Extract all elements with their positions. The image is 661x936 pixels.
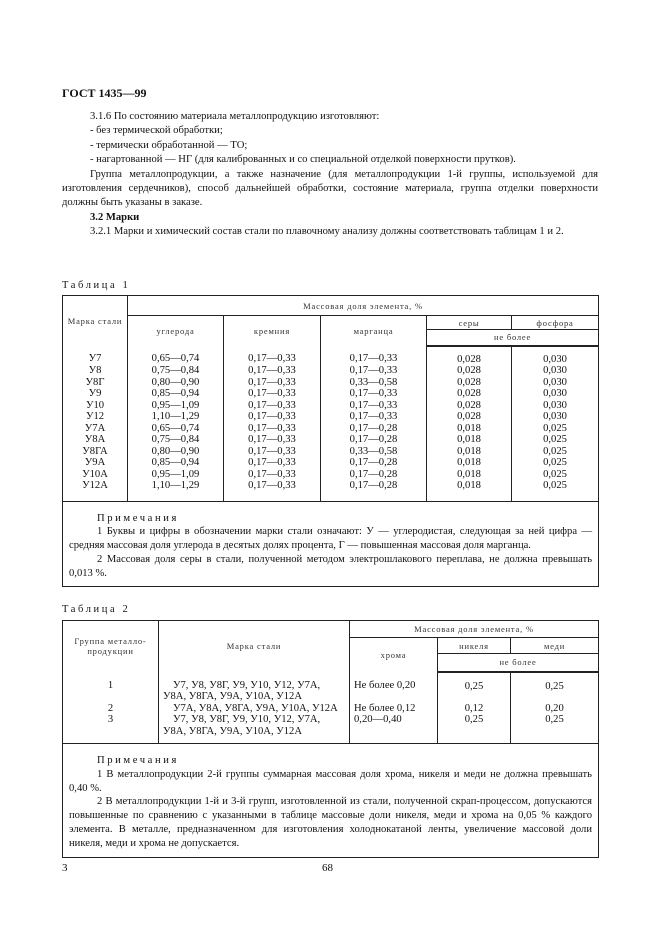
table-cell: 0,65—0,74 (128, 423, 224, 435)
table-cell: 0,17—0,33 (321, 400, 427, 412)
table-cell: 0,17—0,33 (224, 365, 321, 377)
table-cell: У9А (63, 457, 128, 469)
table-row (63, 411, 599, 423)
table-cell: 0,33—0,58 (321, 377, 427, 389)
table-row (63, 423, 599, 435)
table-cell: 3 (63, 714, 159, 744)
table-cell: 0,75—0,84 (128, 365, 224, 377)
header-grade: Марка стали (63, 296, 128, 346)
table-cell: 0,025 (512, 469, 599, 481)
table-cell: У7А, У8А, У8ГА, У9А, У10А, У12А (159, 703, 350, 715)
table2-notes (63, 744, 599, 858)
table-cell: У9 (63, 388, 128, 400)
table-cell: 0,17—0,28 (321, 480, 427, 501)
table-cell: У10 (63, 400, 128, 412)
table-cell: 0,025 (512, 457, 599, 469)
table-cell: 0,17—0,33 (224, 388, 321, 400)
table-cell: 0,17—0,33 (224, 434, 321, 446)
table-cell: 0,12 (438, 703, 511, 715)
table-cell: 0,17—0,28 (321, 457, 427, 469)
table-cell: 0,018 (427, 434, 512, 446)
table-cell: 0,25 (511, 672, 599, 703)
table-row (63, 457, 599, 469)
note: 1 В металлопродукции 2-й группы суммарная массовая доля хрома, никеля и меди не должна превышать 0,40 %. (69, 768, 592, 794)
table-row (63, 365, 599, 377)
header-mass: Массовая доля элемента, % (350, 621, 599, 638)
table-cell: 0,25 (438, 672, 511, 703)
table-1 (62, 295, 599, 587)
table-cell: У12 (63, 411, 128, 423)
table-cell: 0,030 (512, 388, 599, 400)
table-cell: 2 (63, 703, 159, 715)
header-mass: Массовая доля элемента, % (128, 296, 599, 316)
table1-notes (63, 501, 599, 587)
paragraph: - без термической обработки; (90, 125, 223, 137)
table-cell: 0,018 (427, 469, 512, 481)
table-cell: 0,018 (427, 446, 512, 458)
page-number-left: 3 (62, 862, 68, 874)
paragraph: - нагартованной — НГ (для калиброванных и со специальной отделкой поверхности прутков). (90, 154, 516, 166)
table-cell: 0,025 (512, 423, 599, 435)
table-cell: 0,85—0,94 (128, 388, 224, 400)
table-cell: 0,025 (512, 434, 599, 446)
notes-title: Примечания (97, 512, 179, 524)
table-cell: 0,025 (512, 480, 599, 501)
table-cell: У12А (63, 480, 128, 501)
body-text (62, 110, 598, 240)
table-cell: У8ГА (63, 446, 128, 458)
paragraph: 3.2.1 Марки и химический состав стали по плавочному анализу должны соответствовать таблицам 1 и 2. (90, 226, 564, 238)
header-col: марганца (321, 316, 427, 346)
table-cell: У8А (63, 434, 128, 446)
table-cell: 0,20—0,40 (350, 714, 438, 744)
table-cell: 0,80—0,90 (128, 446, 224, 458)
header-max: не более (438, 654, 599, 672)
table-row (63, 388, 599, 400)
header-col: серы (427, 316, 512, 330)
table-cell: 0,17—0,33 (321, 346, 427, 366)
table-cell: 0,17—0,33 (321, 388, 427, 400)
table-cell: Не более 0,12 (350, 703, 438, 715)
table-cell: 0,17—0,28 (321, 434, 427, 446)
table-cell: 0,028 (427, 400, 512, 412)
table-cell: 0,030 (512, 346, 599, 366)
header-col: фосфора (512, 316, 599, 330)
header-col: меди (511, 638, 599, 654)
table-cell: 0,17—0,28 (321, 423, 427, 435)
table-cell: У10А (63, 469, 128, 481)
table-cell: 0,17—0,33 (224, 377, 321, 389)
table-row (63, 469, 599, 481)
note: 2 Массовая доля серы в стали, полученной методом электрошлакового переплава, не должна превышать 0,013 %. (69, 553, 593, 579)
table-cell: 0,33—0,58 (321, 446, 427, 458)
table-cell: 0,028 (427, 365, 512, 377)
header-max: не более (427, 330, 599, 346)
table-cell: 0,030 (512, 377, 599, 389)
table-cell: 0,95—1,09 (128, 469, 224, 481)
section-heading: 3.2 Марки (90, 211, 140, 223)
table-cell: 0,25 (511, 714, 599, 744)
table-cell: 0,17—0,33 (224, 411, 321, 423)
table-cell: 0,25 (438, 714, 511, 744)
table-cell: 0,17—0,33 (224, 457, 321, 469)
table-cell: 0,025 (512, 446, 599, 458)
table-row (63, 480, 599, 501)
header-col: никеля (438, 638, 511, 654)
table-cell: 0,018 (427, 480, 512, 501)
table2-caption: Таблица 2 (62, 604, 131, 615)
table-cell: 0,17—0,33 (224, 446, 321, 458)
header-group: Группа металло-продукции (63, 621, 159, 672)
table-cell: 0,17—0,33 (321, 365, 427, 377)
header-col: кремния (224, 316, 321, 346)
header-col: углерода (128, 316, 224, 346)
table-cell: У7, У8, У8Г, У9, У10, У12, У7А, У8А, У8ГА, У9А, У10А, У12А (159, 672, 350, 703)
table-cell: У7 (63, 346, 128, 366)
header-col: хрома (350, 638, 438, 672)
table-cell: 0,018 (427, 423, 512, 435)
table-cell: 0,17—0,33 (224, 346, 321, 366)
table-row (63, 703, 599, 715)
header-grade: Марка стали (159, 621, 350, 672)
table-cell: 0,17—0,33 (224, 469, 321, 481)
table-cell: У8Г (63, 377, 128, 389)
table-cell: 0,030 (512, 365, 599, 377)
table-cell: 0,17—0,33 (224, 480, 321, 501)
table-cell: 1,10—1,29 (128, 480, 224, 501)
table-cell: 0,17—0,33 (321, 411, 427, 423)
table-cell: 0,018 (427, 457, 512, 469)
table-cell: У8 (63, 365, 128, 377)
note: 1 Буквы и цифры в обозначении марки стали означают: У — углеродистая, следующая за ней цифра — средняя массовая доля углерода в десятых долях процента, Г — повышенная массовая доля марганца. (69, 526, 593, 552)
table-cell: 1,10—1,29 (128, 411, 224, 423)
table-cell: 0,028 (427, 346, 512, 366)
table-cell: 0,028 (427, 388, 512, 400)
table-2 (62, 620, 599, 858)
page-number-center: 68 (322, 862, 333, 874)
table-cell: 0,030 (512, 400, 599, 412)
table-row (63, 346, 599, 366)
table-cell: 0,80—0,90 (128, 377, 224, 389)
table1-caption: Таблица 1 (62, 280, 131, 291)
table-cell: 0,75—0,84 (128, 434, 224, 446)
table-cell: У7А (63, 423, 128, 435)
table-cell: 0,17—0,33 (224, 423, 321, 435)
paragraph: - термически обработанной — ТО; (90, 139, 248, 151)
table-cell: 0,028 (427, 411, 512, 423)
table-cell: 0,20 (511, 703, 599, 715)
table-cell: 0,030 (512, 411, 599, 423)
document-header: ГОСТ 1435—99 (62, 86, 147, 100)
table-cell: 0,17—0,33 (224, 400, 321, 412)
table-cell: 0,65—0,74 (128, 346, 224, 366)
table-row (63, 714, 599, 744)
table-cell: 0,85—0,94 (128, 457, 224, 469)
table-cell: 0,95—1,09 (128, 400, 224, 412)
table-row (63, 672, 599, 703)
table-row (63, 446, 599, 458)
table-cell: У7, У8, У8Г, У9, У10, У12, У7А, У8А, У8ГА, У9А, У10А, У12А (159, 714, 350, 744)
table-row (63, 400, 599, 412)
note: 2 В металлопродукции 1-й и 3-й групп, изготовленной из стали, полученной скрап-процессом, допускаются повышенные по сравнению с указанными в таблице массовые доли никеля, меди и хрома на 0,05 % каждого элемента. В металле, предназначенном для изготовления холоднокатаной ленты, увеличение массовой доли никеля, меди и хрома не допускается. (69, 796, 592, 849)
table-cell: Не более 0,20 (350, 672, 438, 703)
notes-title: Примечания (97, 755, 179, 766)
table-cell: 0,028 (427, 377, 512, 389)
paragraph: Группа металлопродукции, а также назначение (для металлопродукции 1-й группы, используемой для изготовления сердечников), способ дальнейшей обработки, состояние материала, группа отделки поверхности должны быть указаны в заказе. (62, 168, 598, 209)
paragraph: 3.1.6 По состоянию материала металлопродукцию изготовляют: (90, 111, 380, 122)
table-row (63, 434, 599, 446)
table-cell: 1 (63, 672, 159, 703)
table-cell: 0,17—0,28 (321, 469, 427, 481)
table-row (63, 377, 599, 389)
